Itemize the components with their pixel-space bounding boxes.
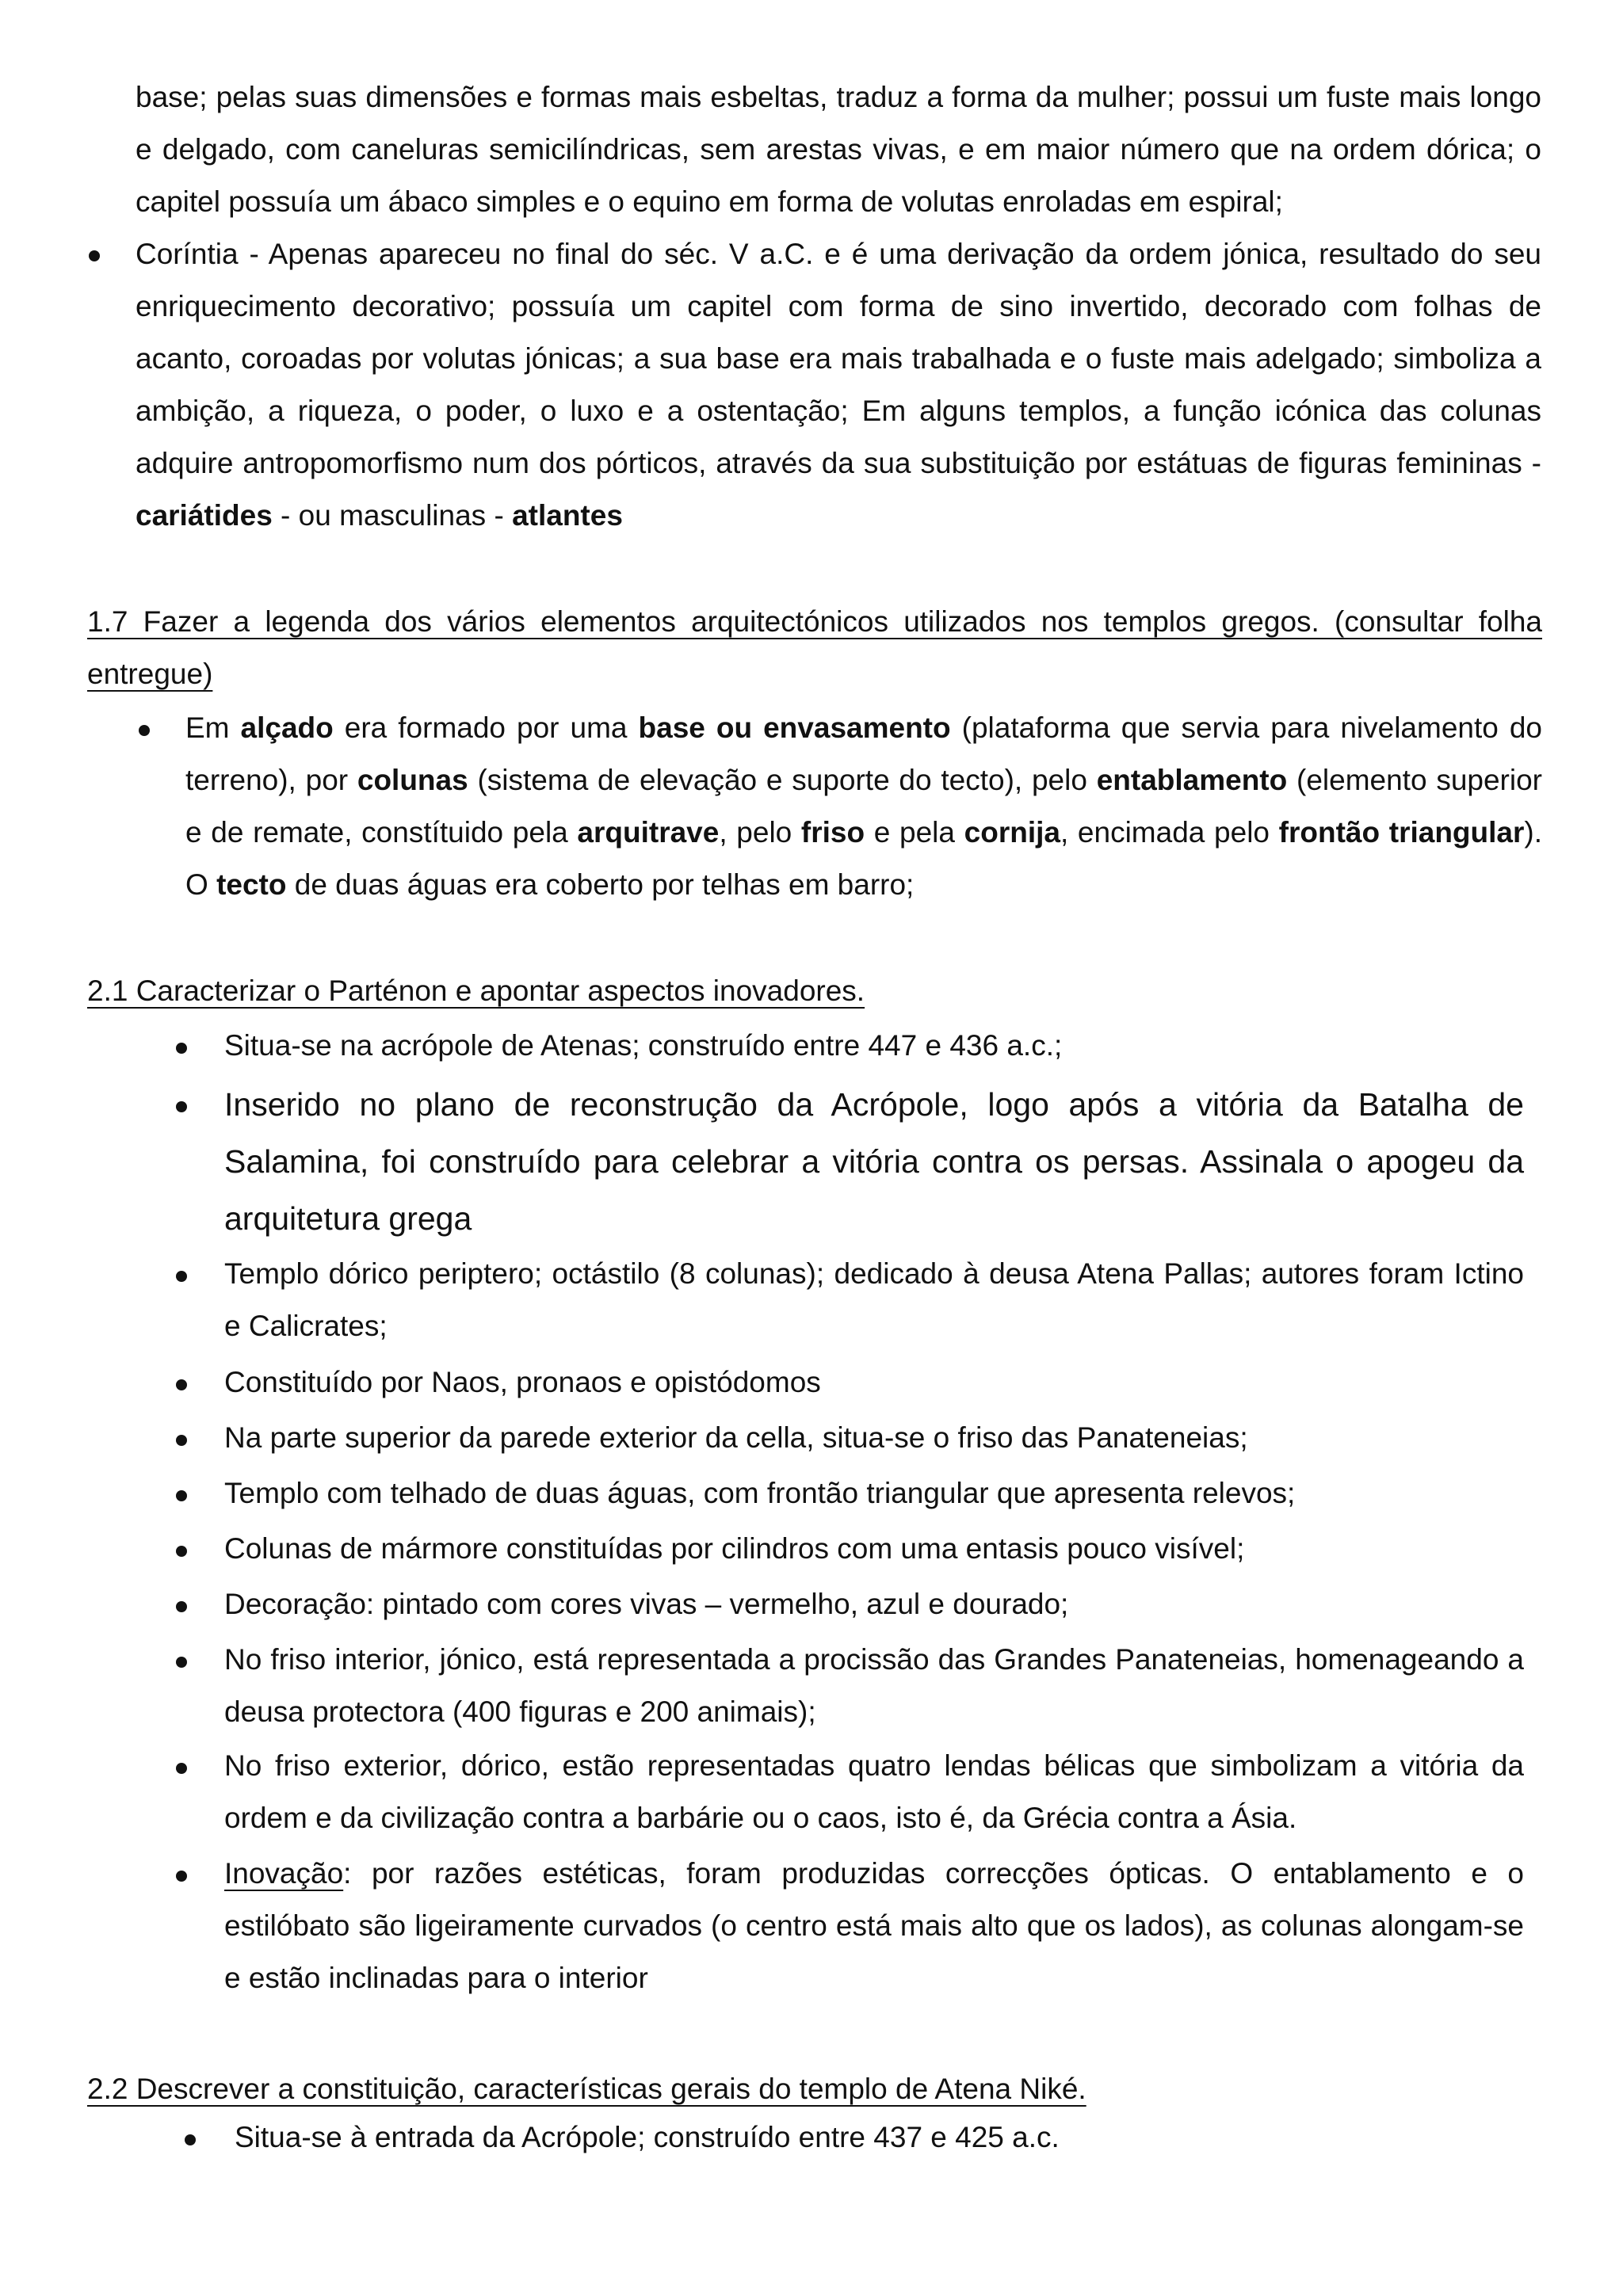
bullet-dot	[176, 1763, 187, 1774]
bullet-dot	[176, 1435, 187, 1446]
bullet-dot	[176, 1271, 187, 1282]
atena-nike-item-location: Situa-se à entrada da Acrópole; construído entre 437 e 425 a.c.	[235, 2121, 1060, 2153]
parthenon-item-frieze: Na parte superior da parede exterior da cella, situa-se o friso das Panateneias;	[224, 1421, 1248, 1454]
tecto-term: tecto	[216, 868, 287, 901]
bullet-dot	[176, 1490, 187, 1501]
parthenon-item-roof: Templo com telhado de duas águas, com frontão triangular que apresenta relevos;	[224, 1477, 1296, 1509]
alcado-text: (plataforma que servia para nivelamento do terreno), por	[185, 711, 1543, 796]
innovation-label: Inovação	[224, 1857, 344, 1890]
alcado-text: de duas águas era coberto por telhas em barro;	[286, 868, 915, 901]
parthenon-item-parts: Constituído por Naos, pronaos e opistódomos	[224, 1366, 821, 1398]
alcado-text: era formado por uma	[333, 711, 639, 744]
cornija-term: cornija	[964, 816, 1060, 849]
bullet-dot	[176, 1546, 187, 1557]
corintia-text: Coríntia - Apenas apareceu no final do séc. V a.C. e é uma derivação da ordem jónica, resultado do seu enriquecimento decorativo; possuía um capitel com forma de sino invertido, decorado com folhas de acanto, coroadas por volutas jónicas; a sua base era mais trabalhada e o fuste mais adelgado; simboliza a ambição, a riqueza, o poder, o luxo e a ostentação; Em alguns templos, a função icónica das colunas adquire antropomorfismo num dos pórticos, através da sua substituição por estátuas de figuras femininas -	[136, 238, 1541, 479]
bullet-dot	[176, 1657, 187, 1668]
corintia-text-mid: - ou masculinas -	[272, 499, 513, 532]
alcado-text: (sistema de elevação e suporte do tecto), pelo	[468, 764, 1097, 796]
alcado-paragraph	[185, 702, 1542, 911]
parthenon-item-context: Inserido no plano de reconstrução da Acrópole, logo após a vitória da Batalha de Salamina, foi construído para celebrar a vitória contra os persas. Assinala o apogeu da arquitetura grega	[224, 1086, 1524, 1237]
jonica-continuation-paragraph: base; pelas suas dimensões e formas mais esbeltas, traduz a forma da mulher; possui um fuste mais longo e delgado, com caneluras semicilíndricas, sem arestas vivas, e em maior número que na ordem dórica; o capitel possuía um ábaco simples e o equino em forma de volutas enroladas em espiral;	[136, 81, 1541, 218]
bullet-dot	[176, 1601, 187, 1612]
atlantes-term: atlantes	[512, 499, 623, 532]
parthenon-item-outer-frieze: No friso exterior, dórico, estão representadas quatro lendas bélicas que simbolizam a vitória da ordem e da civilização contra a barbárie ou o caos, isto é, da Grécia contra a Ásia.	[224, 1749, 1524, 1834]
bullet-dot	[185, 2134, 196, 2145]
alcado-text: (elemento superior e de remate, constítuido pela	[185, 764, 1542, 849]
parthenon-item-columns: Colunas de mármore constituídas por cilindros com uma entasis pouco visível;	[224, 1532, 1245, 1565]
bullet-dot	[176, 1871, 187, 1882]
section-1-7-heading: 1.7 Fazer a legenda dos vários elementos arquitectónicos utilizados nos templos gregos. (consultar folha entregue)	[87, 605, 1542, 690]
arquitrave-term: arquitrave	[577, 816, 720, 849]
alcado-term: alçado	[240, 711, 334, 744]
cariatides-term: cariátides	[136, 499, 273, 532]
bullet-dot	[176, 1043, 187, 1054]
friso-term: friso	[800, 816, 865, 849]
parthenon-item-type: Templo dórico periptero; octástilo (8 colunas); dedicado à deusa Atena Pallas; autores foram Ictino e Calicrates;	[224, 1257, 1524, 1342]
parthenon-item-decoration: Decoração: pintado com cores vivas – vermelho, azul e dourado;	[224, 1588, 1069, 1620]
bullet-dot	[89, 250, 100, 261]
section-2-2-heading: 2.2 Descrever a constituição, características gerais do templo de Atena Niké.	[87, 2073, 1086, 2105]
base-term: base ou envasamento	[638, 711, 951, 744]
alcado-text: , encimada pelo	[1060, 816, 1279, 849]
colunas-term: colunas	[357, 764, 468, 796]
entablamento-term: entablamento	[1096, 764, 1288, 796]
bullet-dot	[139, 725, 150, 736]
bullet-dot	[176, 1379, 187, 1390]
innovation-text: : por razões estéticas, foram produzidas correcções ópticas. O entablamento e o estilóbato são ligeiramente curvados (o centro está mais alto que os lados), as colunas alongam-se e estão inclinadas para o interior	[224, 1857, 1524, 1994]
bullet-dot	[176, 1101, 187, 1112]
parthenon-item-inner-frieze: No friso interior, jónico, está representada a procissão das Grandes Panateneias, homenageando a deusa protectora (400 figuras e 200 animais);	[224, 1643, 1524, 1728]
alcado-text: , pelo	[719, 816, 801, 849]
corintia-paragraph	[136, 228, 1541, 542]
alcado-text: e pela	[865, 816, 964, 849]
section-2-1-heading: 2.1 Caracterizar o Parténon e apontar aspectos inovadores.	[87, 974, 865, 1007]
parthenon-item-innovation	[224, 1848, 1524, 2004]
alcado-text: ). O	[185, 816, 1542, 901]
parthenon-item-location: Situa-se na acrópole de Atenas; construído entre 447 e 436 a.c.;	[224, 1029, 1063, 1062]
alcado-text: Em	[185, 711, 241, 744]
frontao-term: frontão triangular	[1278, 816, 1525, 849]
